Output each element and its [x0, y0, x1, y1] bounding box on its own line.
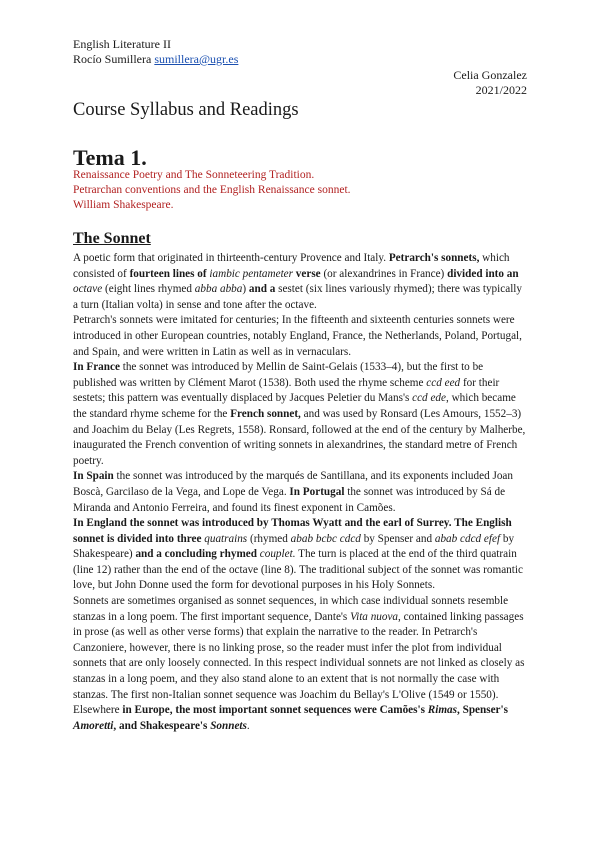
course-name: English Literature II	[73, 37, 171, 51]
section-title: The Sonnet	[73, 230, 151, 247]
paragraph-definition: A poetic form that originated in thirteenth-century Provence and Italy. Petrarch's sonnets, which consisted of fourteen lines of iambic pentameter verse (or alexandrines in France) divided into an octave (eight lines rhymed abba abba) and a sestet (six lines variously rhymed); there was typically a turn (Italian volta) in sense and tone after the octave.	[73, 252, 523, 311]
instructor-line	[73, 52, 238, 67]
paragraph-sequences: Sonnets are sometimes organised as sonnet sequences, in which case individual sonnets resemble stanzas in a long poem. The first important sequence, Dante's Vita nuova, contained linking passages in prose (as well as other verse forms) that explain the narrative to the reader. In Petrarch's Canzoniere, however, there is no linking prose, so the reader must infer the plot from individual sonnets that are only loosely connected. In this respect individual sonnets are not linked as closely as stanzas in a long poem, and they also stand alone to an extent that is not normally the case with stanzas. The first non-Italian sonnet sequence was Joachim du Bellay's L'Olive (1549 or 1550). Elsewhere in Europe, the most important sonnet sequences were Camões's Rimas, Spenser's Amoretti, and Shakespeare's Sonnets.	[73, 595, 525, 732]
page-title: Course Syllabus and Readings	[73, 100, 299, 120]
paragraph-france: In France the sonnet was introduced by Mellin de Saint-Gelais (1533–4), but the first to be published was written by Clément Marot (1538). Both used the rhyme scheme ccd eed for their sestets; this pattern was eventually displaced by Jacques Peletier du Mans's ccd ede, which became the standard rhyme scheme for the French sonnet, and was used by Ronsard (Les Amours, 1552–3) and Joachim du Belay (Les Regrets, 1558). Ronsard, followed at the end of the century by Malherbe, inaugurated the French convention of writing sonnets in alexandrines, the standard metre of French poetry.	[73, 361, 526, 467]
topic-line: Renaissance Poetry and The Sonneteering Tradition.	[73, 169, 315, 181]
paragraph-england: In England the sonnet was introduced by Thomas Wyatt and the earl of Surrey. The English sonnet is divided into three quatrains (rhymed abab bcbc cdcd by Spenser and abab cdcd efef by Shakespeare) and a concluding rhymed couplet. The turn is placed at the end of the third quatrain (line 12) rather than the end of the octave (line 8). The traditional subject of the sonnet was romantic love, but John Donne used the form for devotional purposes in his Holy Sonnets.	[73, 517, 523, 592]
header-left	[73, 37, 238, 67]
academic-year: 2021/2022	[475, 83, 527, 97]
paragraph-spain-portugal: In Spain the sonnet was introduced by the marqués de Santillana, and its exponents included Joan Boscà, Garcilaso de la Vega, and Lope de Vega. In Portugal the sonnet was introduced by Sá de Miranda and Antonio Ferreira, and found its finest exponent in Camões.	[73, 470, 513, 514]
tema-topics	[73, 168, 351, 213]
tema-heading: Tema 1.	[73, 145, 147, 170]
instructor-email-link[interactable]: sumillera@ugr.es	[154, 52, 239, 66]
header-right	[453, 68, 527, 98]
paragraph-imitation: Petrarch's sonnets were imitated for centuries; In the fifteenth and sixteenth centuries sonnets were introduced in other European countries, notably England, France, the Netherlands, Poland, Portugal, and Spain, and were written in Latin as well as in vernaculars.	[73, 314, 522, 358]
topic-line: William Shakespeare.	[73, 199, 174, 211]
topic-line: Petrarchan conventions and the English Renaissance sonnet.	[73, 184, 351, 196]
author-name: Celia Gonzalez	[453, 68, 527, 82]
instructor-name: Rocío Sumillera	[73, 52, 152, 66]
section-body	[73, 251, 528, 734]
